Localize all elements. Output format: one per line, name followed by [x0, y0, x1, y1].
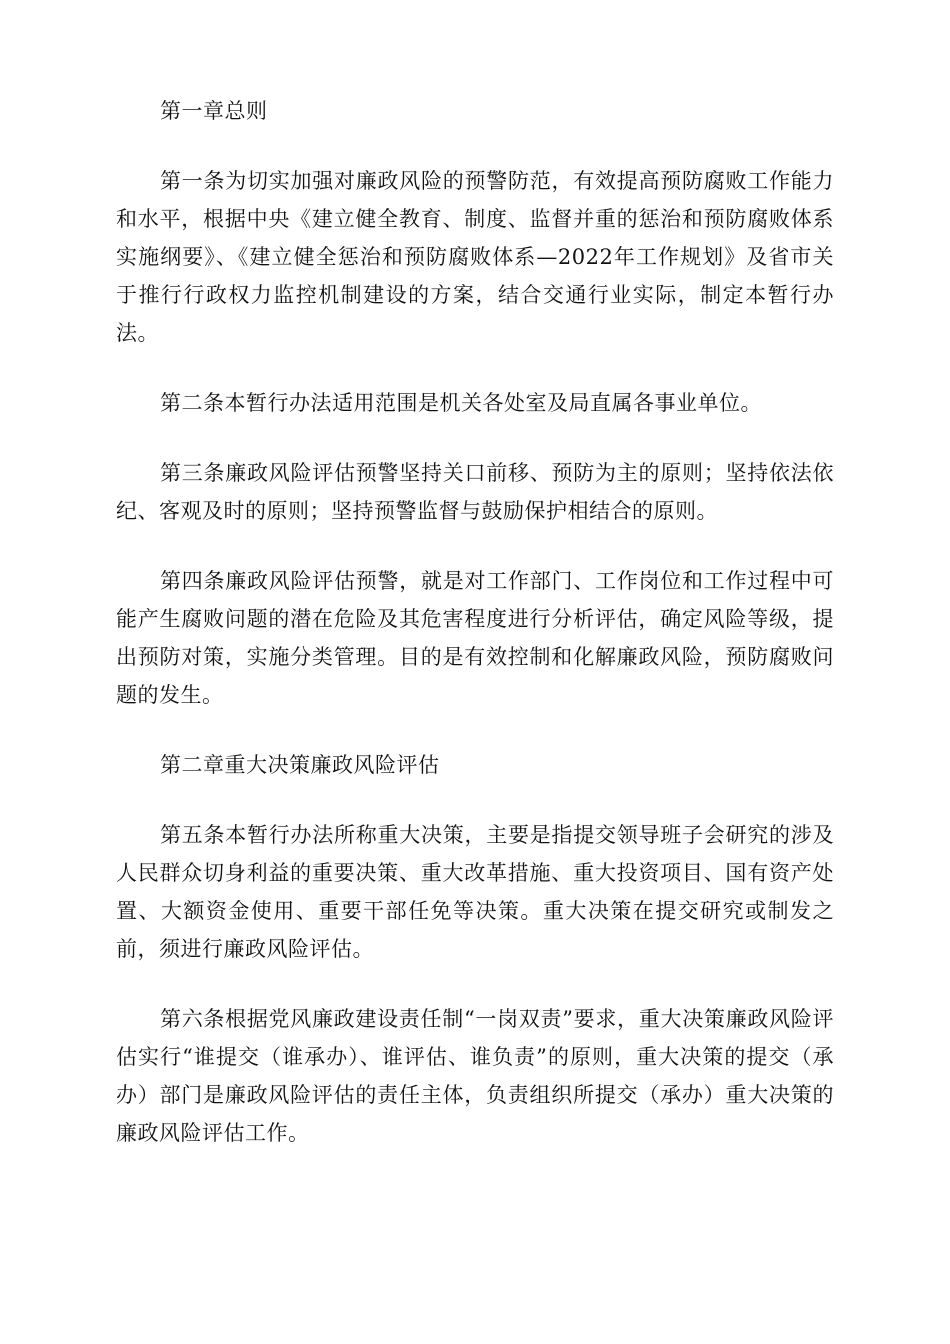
article-6: 第六条根据党风廉政建设责任制“一岗双责”要求，重大决策廉政风险评估实行“谁提交（谁承办）、谁评估、谁负责”的原则，重大决策的提交（承办）部门是廉政风险评估的责任主体，负责组织所提交（承办）重大决策的廉政风险评估工作。: [116, 1007, 834, 1145]
article-1: 第一条为切实加强对廉政风险的预警防范，有效提高预防腐败工作能力和水平，根据中央《建立健全教育、制度、监督并重的惩治和预防腐败体系实施纲要》、《建立健全惩治和预防腐败体系—2022年工作规划》及省市关于推行行政权力监控机制建设的方案，结合交通行业实际，制定本暂行办法。: [116, 169, 834, 345]
document-body: [116, 92, 834, 1184]
chapter-2-title: 第二章重大决策廉政风险评估: [160, 753, 440, 777]
chapter-1-title: 第一章总则: [160, 99, 268, 123]
article-5: 第五条本暂行办法所称重大决策，主要是指提交领导班子会研究的涉及人民群众切身利益的重要决策、重大改革措施、重大投资项目、国有资产处置、大额资金使用、重要干部任免等决策。重大决策在提交研究或制发之前，须进行廉政风险评估。: [116, 823, 834, 961]
article-2: 第二条本暂行办法适用范围是机关各处室及局直属各事业单位。: [160, 391, 762, 415]
article-3: 第三条廉政风险评估预警坚持关口前移、预防为主的原则；坚持依法依纪、客观及时的原则；坚持预警监督与鼓励保护相结合的原则。: [116, 461, 834, 523]
article-4: 第四条廉政风险评估预警，就是对工作部门、工作岗位和工作过程中可能产生腐败问题的潜在危险及其危害程度进行分析评估，确定风险等级，提出预防对策，实施分类管理。目的是有效控制和化解廉政风险，预防腐败问题的发生。: [116, 569, 834, 707]
